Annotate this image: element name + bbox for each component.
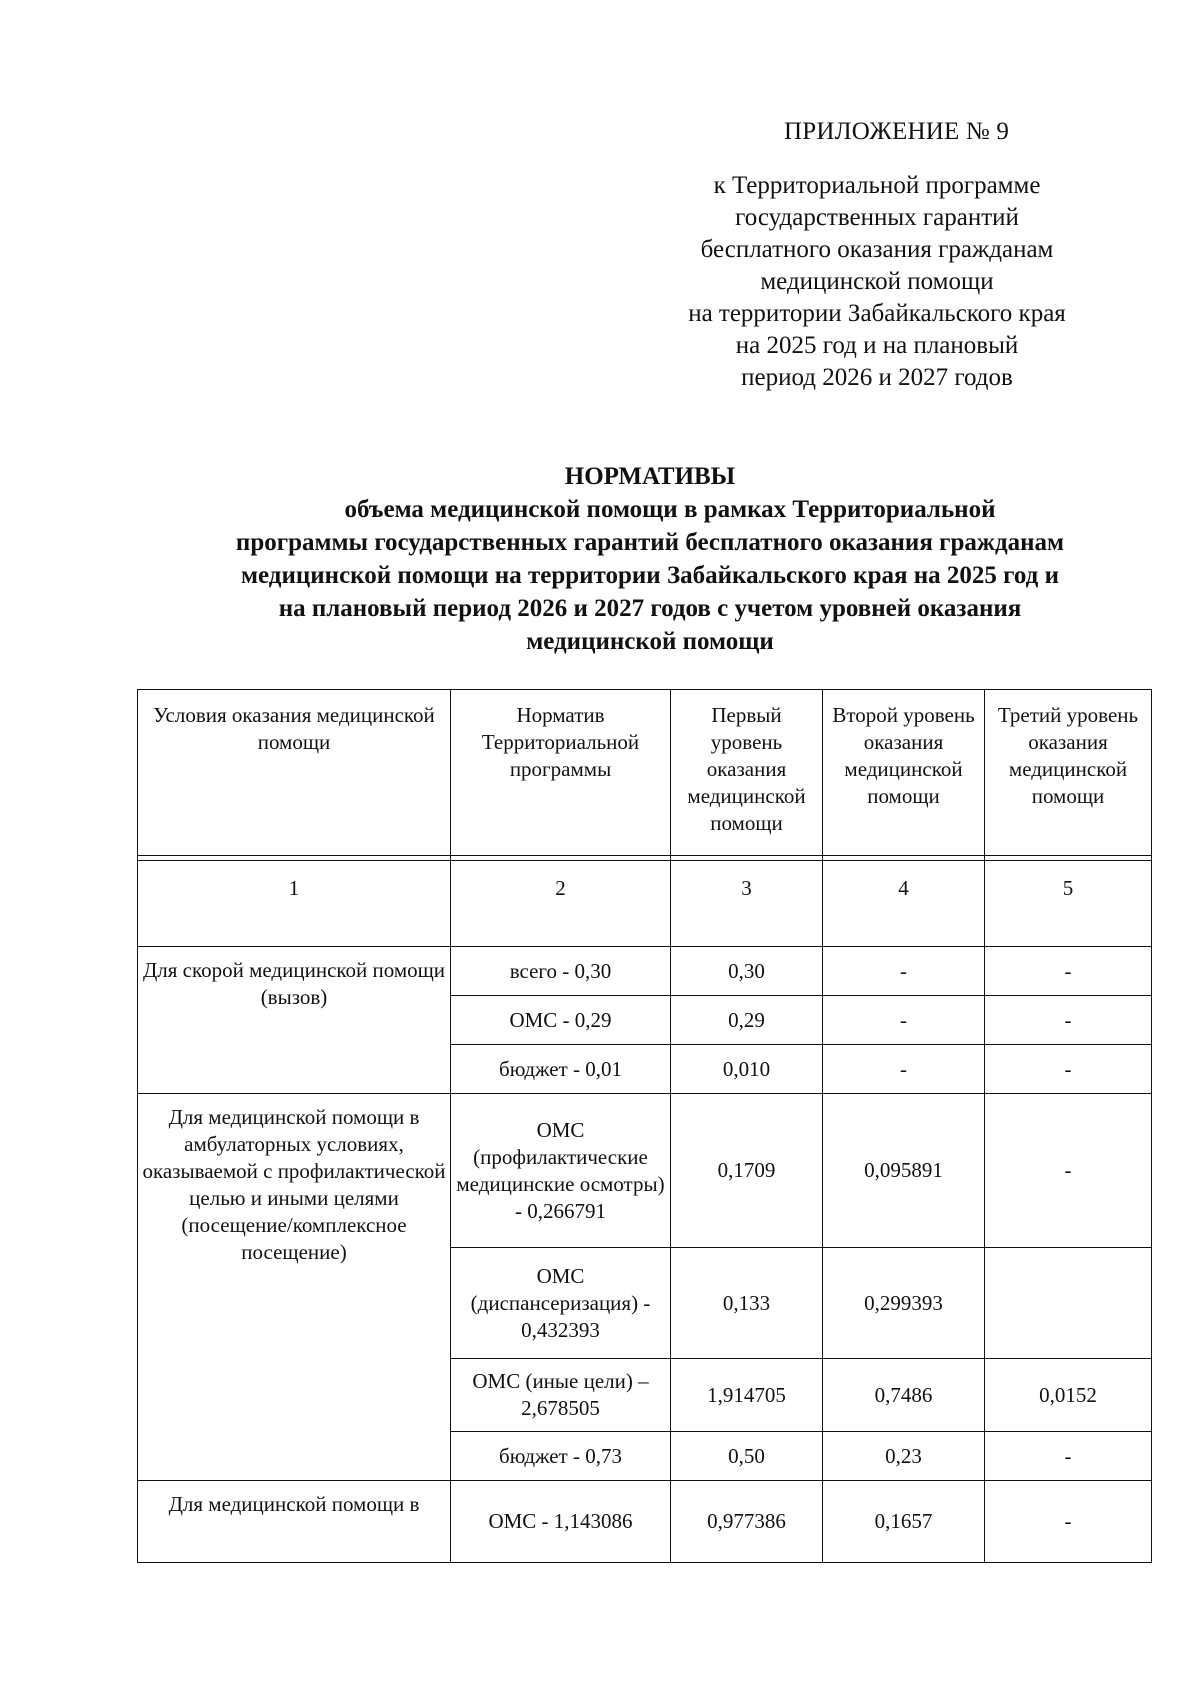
norm-cell: ОМС (иные цели) – 2,678505 [451, 1359, 671, 1432]
heading-line: на плановый период 2026 и 2027 годов с учетом уровней оказания [278, 595, 1022, 622]
level3-cell: - [985, 947, 1152, 996]
table-row [138, 947, 1152, 996]
level2-cell: 0,1657 [823, 1481, 985, 1563]
column-number: 1 [138, 861, 451, 947]
appendix-line: к Территориальной программе [713, 172, 1041, 199]
level2-cell: - [823, 996, 985, 1045]
column-number: 2 [451, 861, 671, 947]
level1-cell: 0,010 [671, 1045, 823, 1094]
column-number-row [138, 861, 1152, 947]
appendix-title: ПРИЛОЖЕНИЕ № 9 [784, 118, 1010, 145]
level3-cell: - [985, 1045, 1152, 1094]
appendix-line: на 2025 год и на плановый [735, 332, 1019, 359]
appendix-line: государственных гарантий [735, 204, 1019, 231]
table-row [138, 1094, 1152, 1248]
condition-cell: Для скорой медицинской помощи (вызов) [138, 947, 451, 1094]
norm-cell: ОМС (профилактические медицинские осмотры) - 0,266791 [451, 1094, 671, 1248]
level2-cell: 0,23 [823, 1432, 985, 1481]
norm-cell: ОМС - 0,29 [451, 996, 671, 1045]
header-cell: Норматив Территориальной программы [451, 690, 671, 856]
level1-cell: 1,914705 [671, 1359, 823, 1432]
level3-cell: - [985, 996, 1152, 1045]
appendix-line: медицинской помощи [760, 268, 994, 295]
level1-cell: 0,30 [671, 947, 823, 996]
level2-cell: 0,095891 [823, 1094, 985, 1248]
appendix-line: бесплатного оказания гражданам [700, 236, 1054, 263]
level2-cell: - [823, 1045, 985, 1094]
heading-line: медицинской помощи на территории Забайкальского края на 2025 год и [241, 562, 1059, 589]
column-number: 4 [823, 861, 985, 947]
norm-cell: всего - 0,30 [451, 947, 671, 996]
level2-cell: 0,299393 [823, 1248, 985, 1359]
norms-table [137, 689, 1152, 1563]
level1-cell: 0,133 [671, 1248, 823, 1359]
level2-cell: - [823, 947, 985, 996]
header-cell: Условия оказания медицинской помощи [138, 690, 451, 856]
norm-cell: ОМС (диспансеризация) - 0,432393 [451, 1248, 671, 1359]
norm-cell: бюджет - 0,73 [451, 1432, 671, 1481]
heading-title: НОРМАТИВЫ [564, 463, 736, 490]
level3-cell: - [985, 1094, 1152, 1248]
norm-cell: ОМС - 1,143086 [451, 1481, 671, 1563]
level3-cell [985, 1248, 1152, 1359]
heading-line: медицинской помощи [526, 628, 774, 655]
level3-cell: - [985, 1432, 1152, 1481]
column-number: 3 [671, 861, 823, 947]
level1-cell: 0,50 [671, 1432, 823, 1481]
heading-line: объема медицинской помощи в рамках Территориальной [344, 496, 996, 523]
level1-cell: 0,977386 [671, 1481, 823, 1563]
condition-cell: Для медицинской помощи в [138, 1481, 451, 1563]
level3-cell: - [985, 1481, 1152, 1563]
header-cell: Второй уровень оказания медицинской помощи [823, 690, 985, 856]
level3-cell: 0,0152 [985, 1359, 1152, 1432]
table-row [138, 1481, 1152, 1563]
appendix-line: на территории Забайкальского края [688, 300, 1066, 327]
norm-cell: бюджет - 0,01 [451, 1045, 671, 1094]
column-number: 5 [985, 861, 1152, 947]
level2-cell: 0,7486 [823, 1359, 985, 1432]
table-header-row [138, 690, 1152, 856]
appendix-line: период 2026 и 2027 годов [741, 364, 1013, 391]
document-heading [150, 460, 1150, 658]
heading-line: программы государственных гарантий бесплатного оказания гражданам [235, 529, 1065, 556]
header-cell: Первый уровень оказания медицинской помощи [671, 690, 823, 856]
condition-cell: Для медицинской помощи в амбулаторных условиях, оказываемой с профилактической целью и иными целями (посещение/комплексное посещение) [138, 1094, 451, 1481]
appendix-subtitle [652, 170, 1102, 394]
header-cell: Третий уровень оказания медицинской помощи [985, 690, 1152, 856]
level1-cell: 0,29 [671, 996, 823, 1045]
level1-cell: 0,1709 [671, 1094, 823, 1248]
